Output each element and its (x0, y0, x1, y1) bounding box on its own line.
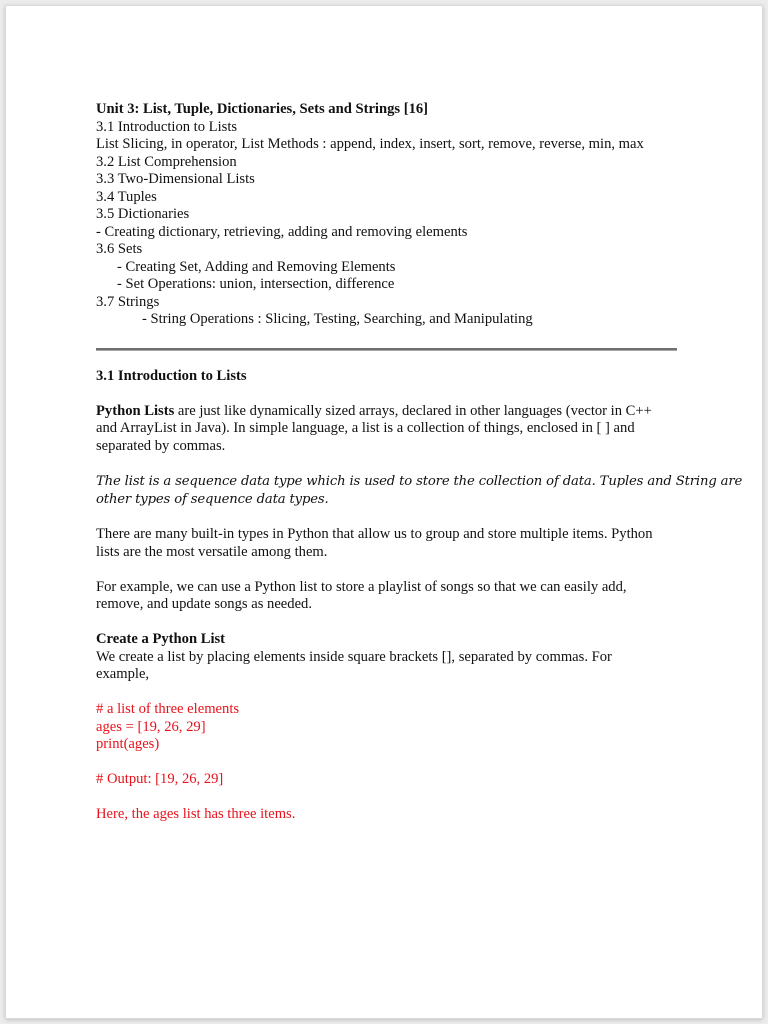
unit-title: Unit 3: List, Tuple, Dictionaries, Sets and Strings [16] (96, 101, 429, 117)
toc-item: 3.5 Dictionaries (96, 206, 190, 222)
builtin-text: There are many built-in types in Python that allow us to group and store multiple items. Python (96, 526, 653, 542)
code-note: Here, the ages list has three items. (96, 806, 296, 822)
code-line: print(ages) (96, 736, 160, 752)
intro-paragraph (96, 403, 686, 456)
page-content (96, 101, 743, 824)
example-text: For example, we can use a Python list to store a playlist of songs so that we can easily add, (96, 578, 627, 595)
builtin-text: lists are the most versatile among them. (96, 543, 328, 560)
toc-item: - Creating dictionary, retrieving, adding and removing elements (96, 223, 468, 240)
section-title: 3.1 Introduction to Lists (96, 367, 247, 384)
intro-text: are just like dynamically sized arrays, declared in other languages (vector in C++ (174, 402, 652, 419)
section-divider (96, 348, 677, 351)
example-paragraph (96, 579, 686, 614)
code-output: # Output: [19, 26, 29] (96, 771, 224, 787)
intro-text: separated by commas. (96, 437, 226, 454)
toc-item: List Slicing, in operator, List Methods : append, index, insert, sort, remove, reverse, min, max (96, 136, 644, 152)
intro-text: and ArrayList in Java). In simple language, a list is a collection of things, enclosed in [ ] and (96, 420, 635, 436)
code-example (96, 701, 686, 754)
create-list-block (96, 631, 686, 684)
create-list-heading: Create a Python List (96, 631, 226, 647)
toc-item: 3.6 Sets (96, 241, 143, 257)
create-list-text: example, (96, 666, 150, 682)
code-comment: # a list of three elements (96, 701, 240, 717)
toc-item: 3.3 Two-Dimensional Lists (96, 171, 255, 187)
definition-paragraph (96, 473, 743, 509)
definition-text: other types of sequence data types. (96, 491, 329, 507)
toc-subitem: - Creating Set, Adding and Removing Elements (117, 258, 396, 275)
toc-subitem: - String Operations : Slicing, Testing, Searching, and Manipulating (142, 311, 533, 327)
example-text: remove, and update songs as needed. (96, 596, 312, 612)
python-lists-term: Python Lists (96, 402, 175, 419)
builtin-paragraph (96, 526, 686, 561)
create-list-text: We create a list by placing elements inside square brackets [], separated by commas. For (96, 648, 612, 665)
toc-item: 3.4 Tuples (96, 188, 157, 205)
document-page (5, 5, 763, 1019)
definition-text: The list is a sequence data type which is used to store the collection of data. Tuples and String are (96, 473, 743, 489)
toc-item: 3.2 List Comprehension (96, 153, 237, 170)
toc-item: 3.7 Strings (96, 293, 160, 310)
toc-item: 3.1 Introduction to Lists (96, 118, 238, 135)
code-line: ages = [19, 26, 29] (96, 718, 206, 735)
toc-subitem: - Set Operations: union, intersection, difference (117, 276, 395, 292)
